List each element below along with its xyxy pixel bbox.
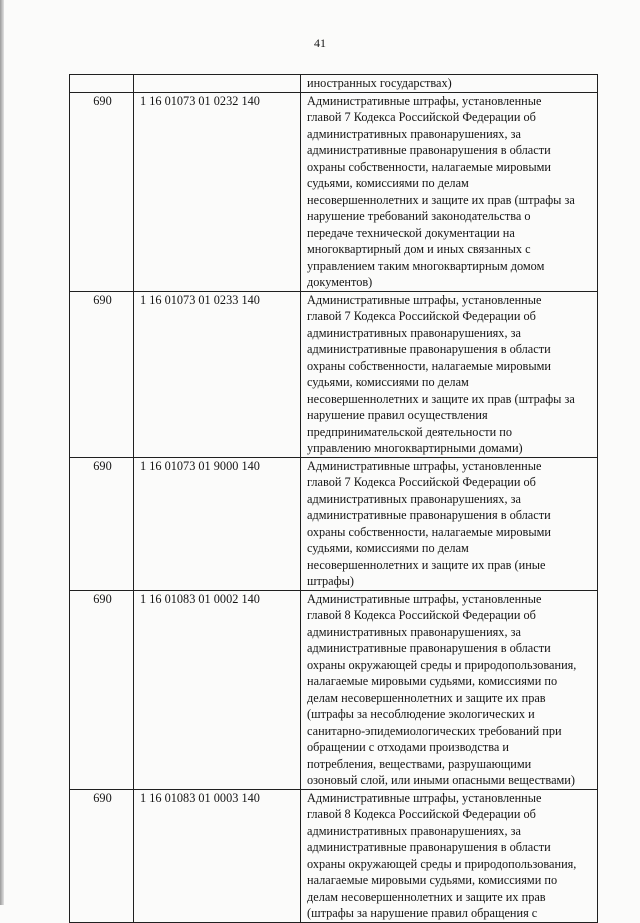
description-line: Административные штрафы, установленные — [307, 790, 542, 805]
description-line: несовершеннолетних и защите их прав (штрафы за — [307, 192, 575, 207]
description-line: административные правонарушения в области — [307, 342, 551, 356]
description-line: (штрафы за нарушение правил обращения с — [307, 906, 538, 920]
description-cell: иностранных государствах) — [301, 75, 598, 93]
description-line: управлению многоквартирными домами) — [307, 441, 523, 455]
description-cell — [301, 789, 598, 922]
table-row-continuation — [70, 75, 598, 93]
description-line: административные правонарушения в области — [307, 641, 551, 655]
description-line: предпринимательской деятельности по — [307, 424, 512, 439]
kbk-code-cell: 1 16 01083 01 0003 140 — [134, 789, 301, 922]
description-line: нарушение правил осуществления — [307, 408, 488, 422]
description-line: делам несовершеннолетних и защите их прав — [307, 889, 546, 904]
description-line: обращении с отходами производства и — [307, 740, 509, 754]
description-line: Административные штрафы, установленные — [307, 292, 542, 307]
kbk-code-cell: 1 16 01073 01 9000 140 — [134, 457, 301, 590]
description-line: главой 7 Кодекса Российской Федерации об — [307, 309, 536, 323]
kbk-code-cell: 1 16 01073 01 0232 140 — [134, 92, 301, 291]
description-line: охраны окружающей среды и природопользования, — [307, 657, 577, 672]
description-line: судьями, комиссиями по делам — [307, 541, 469, 555]
admin-code-cell: 690 — [70, 590, 134, 789]
scan-edge — [0, 0, 4, 905]
description-line: штрафы) — [307, 574, 354, 588]
table-row — [70, 789, 598, 922]
table-row — [70, 590, 598, 789]
revenue-code-table — [69, 74, 598, 923]
admin-code-cell: 690 — [70, 457, 134, 590]
description-line: нарушение требований законодательства о — [307, 209, 531, 223]
description-line: Административные штрафы, установленные — [307, 93, 542, 108]
description-line: охраны собственности, налагаемые мировыми — [307, 159, 551, 174]
description-line: потребления, веществами, разрушающими — [307, 756, 532, 771]
description-line: административных правонарушениях, за — [307, 325, 521, 340]
description-line: несовершеннолетних и защите их прав (иные — [307, 557, 546, 572]
admin-code-cell: 690 — [70, 789, 134, 922]
table-row — [70, 92, 598, 291]
admin-code-cell — [70, 75, 134, 93]
table-row — [70, 457, 598, 590]
page-number: 41 — [314, 36, 326, 50]
description-line: административные правонарушения в области — [307, 840, 551, 854]
description-cell — [301, 590, 598, 789]
table-row — [70, 291, 598, 457]
description-line: Административные штрафы, установленные — [307, 458, 542, 473]
description-line: несовершеннолетних и защите их прав (штрафы за — [307, 391, 575, 406]
description-line: налагаемые мировыми судьями, комиссиями по — [307, 674, 558, 688]
description-line: делам несовершеннолетних и защите их прав — [307, 690, 546, 705]
description-line: судьями, комиссиями по делам — [307, 375, 469, 389]
description-line: озоновый слой, или иными опасными веществами) — [307, 773, 575, 787]
description-cell — [301, 92, 598, 291]
description-line: санитарно-эпидемиологических требований при — [307, 723, 562, 738]
description-line: охраны собственности, налагаемые мировыми — [307, 524, 551, 539]
kbk-code-cell — [134, 75, 301, 93]
description-line: налагаемые мировыми судьями, комиссиями по — [307, 873, 558, 887]
description-line: административных правонарушениях, за — [307, 823, 521, 838]
description-line: главой 7 Кодекса Российской Федерации об — [307, 475, 536, 489]
description-line: главой 7 Кодекса Российской Федерации об — [307, 110, 536, 124]
description-cell — [301, 457, 598, 590]
description-line: административных правонарушениях, за — [307, 126, 521, 141]
description-cell — [301, 291, 598, 457]
description-line: административные правонарушения в области — [307, 143, 551, 157]
description-line: главой 8 Кодекса Российской Федерации об — [307, 608, 536, 622]
description-line: Административные штрафы, установленные — [307, 591, 542, 606]
description-line: управлением таким многоквартирным домом — [307, 258, 545, 273]
description-line: охраны собственности, налагаемые мировыми — [307, 358, 551, 373]
description-line: административных правонарушениях, за — [307, 491, 521, 506]
description-line: документов) — [307, 275, 373, 289]
table-body — [70, 75, 598, 923]
kbk-code-cell: 1 16 01083 01 0002 140 — [134, 590, 301, 789]
kbk-code-cell: 1 16 01073 01 0233 140 — [134, 291, 301, 457]
description-line: административных правонарушениях, за — [307, 624, 521, 639]
description-line: передаче технической документации на — [307, 225, 515, 240]
description-line: охраны окружающей среды и природопользования, — [307, 856, 577, 871]
description-line: многоквартирный дом и иных связанных с — [307, 242, 531, 256]
description-line: судьями, комиссиями по делам — [307, 176, 469, 190]
admin-code-cell: 690 — [70, 92, 134, 291]
description-line: административные правонарушения в области — [307, 508, 551, 522]
admin-code-cell: 690 — [70, 291, 134, 457]
description-line: (штрафы за несоблюдение экологических и — [307, 707, 535, 721]
description-line: главой 8 Кодекса Российской Федерации об — [307, 807, 536, 821]
